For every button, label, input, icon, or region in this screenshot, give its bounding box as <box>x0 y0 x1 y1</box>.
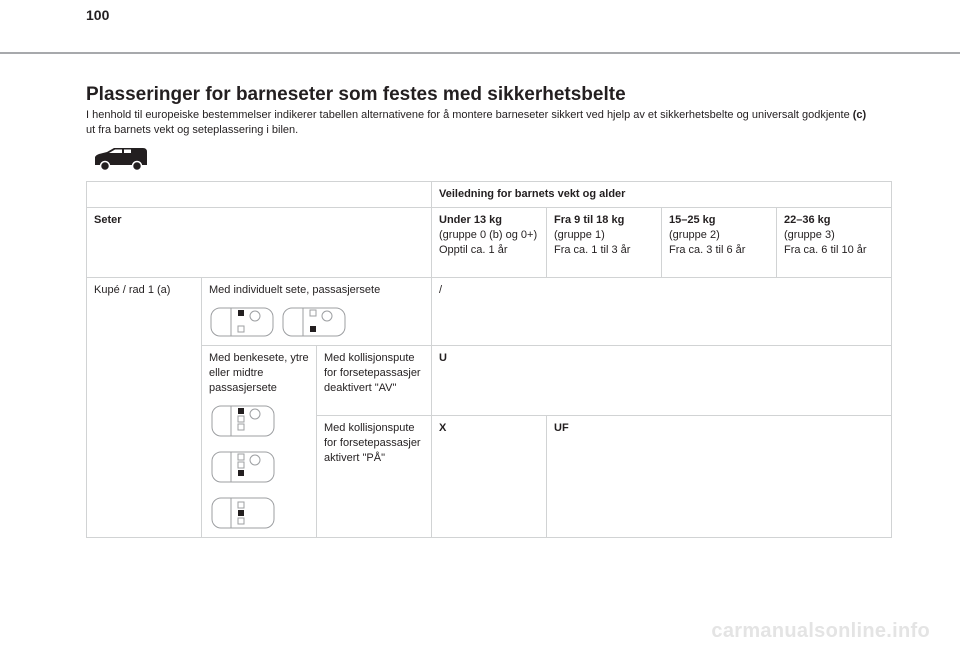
airbag-off-value: U <box>432 346 892 416</box>
bench-seat-label: Med benkesete, ytre eller midtre passasjersete <box>209 352 309 394</box>
group-label: (gruppe 1) <box>554 229 605 241</box>
table-row <box>87 278 892 346</box>
intro-text-after: ut fra barnets vekt og seteplassering i bilen. <box>86 124 299 136</box>
page-title: Plasseringer for barneseter som festes med sikkerhetsbelte <box>86 84 626 105</box>
group-3-cell <box>777 208 892 278</box>
group-name: Fra 9 til 18 kg <box>554 214 625 226</box>
individual-seat-label: Med individuelt sete, passasjersete <box>209 284 381 296</box>
airbag-on-value-other: UF <box>547 416 892 538</box>
group-2-cell <box>662 208 777 278</box>
group-label: (gruppe 0 (b) og 0+) <box>439 229 538 241</box>
individual-seat-cell <box>202 278 432 346</box>
group-label: (gruppe 2) <box>669 229 720 241</box>
table-row <box>87 346 892 416</box>
group-0-cell <box>432 208 547 278</box>
intro-text-before: I henhold til europeiske bestemmelser indikerer tabellen alternativene for å montere barneseter sikkert ved hjelp av et sikkerhetsbelte og universalt godkjente <box>86 109 853 121</box>
table-cell-empty <box>87 182 432 208</box>
group-name: 15–25 kg <box>669 214 716 226</box>
page-number: 100 <box>86 7 110 23</box>
watermark: carmanualsonline.info <box>711 620 930 642</box>
table-row <box>87 182 892 208</box>
seat-layout-icon <box>209 304 349 340</box>
van-icon <box>93 146 149 172</box>
group-label: (gruppe 3) <box>784 229 835 241</box>
group-age: Fra ca. 3 til 6 år <box>669 244 746 256</box>
group-age: Fra ca. 1 til 3 år <box>554 244 631 256</box>
intro-bold: (c) <box>852 109 867 121</box>
individual-seat-value: / <box>432 278 892 346</box>
airbag-on-value-group-0: X <box>432 416 547 538</box>
intro-paragraph <box>86 108 876 138</box>
group-name: Under 13 kg <box>439 214 502 226</box>
child-seat-table <box>86 181 892 538</box>
group-age: Fra ca. 6 til 10 år <box>784 244 867 256</box>
group-name: 22–36 kg <box>784 214 831 226</box>
row-label: Kupé / rad 1 (a) <box>87 278 202 538</box>
seats-label: Seter <box>87 208 432 278</box>
seat-layout-icon <box>209 402 279 532</box>
airbag-on-cell: Med kollisjonspute for forsetepassasjer aktivert "PÅ" <box>317 416 432 538</box>
header-divider <box>0 52 960 54</box>
airbag-off-cell: Med kollisjonspute for forsetepassasjer deaktivert "AV" <box>317 346 432 416</box>
bench-seat-cell <box>202 346 317 538</box>
table-row <box>87 208 892 278</box>
header-group: Veiledning for barnets vekt og alder <box>432 182 892 208</box>
group-age: Opptil ca. 1 år <box>439 244 508 256</box>
group-1-cell <box>547 208 662 278</box>
